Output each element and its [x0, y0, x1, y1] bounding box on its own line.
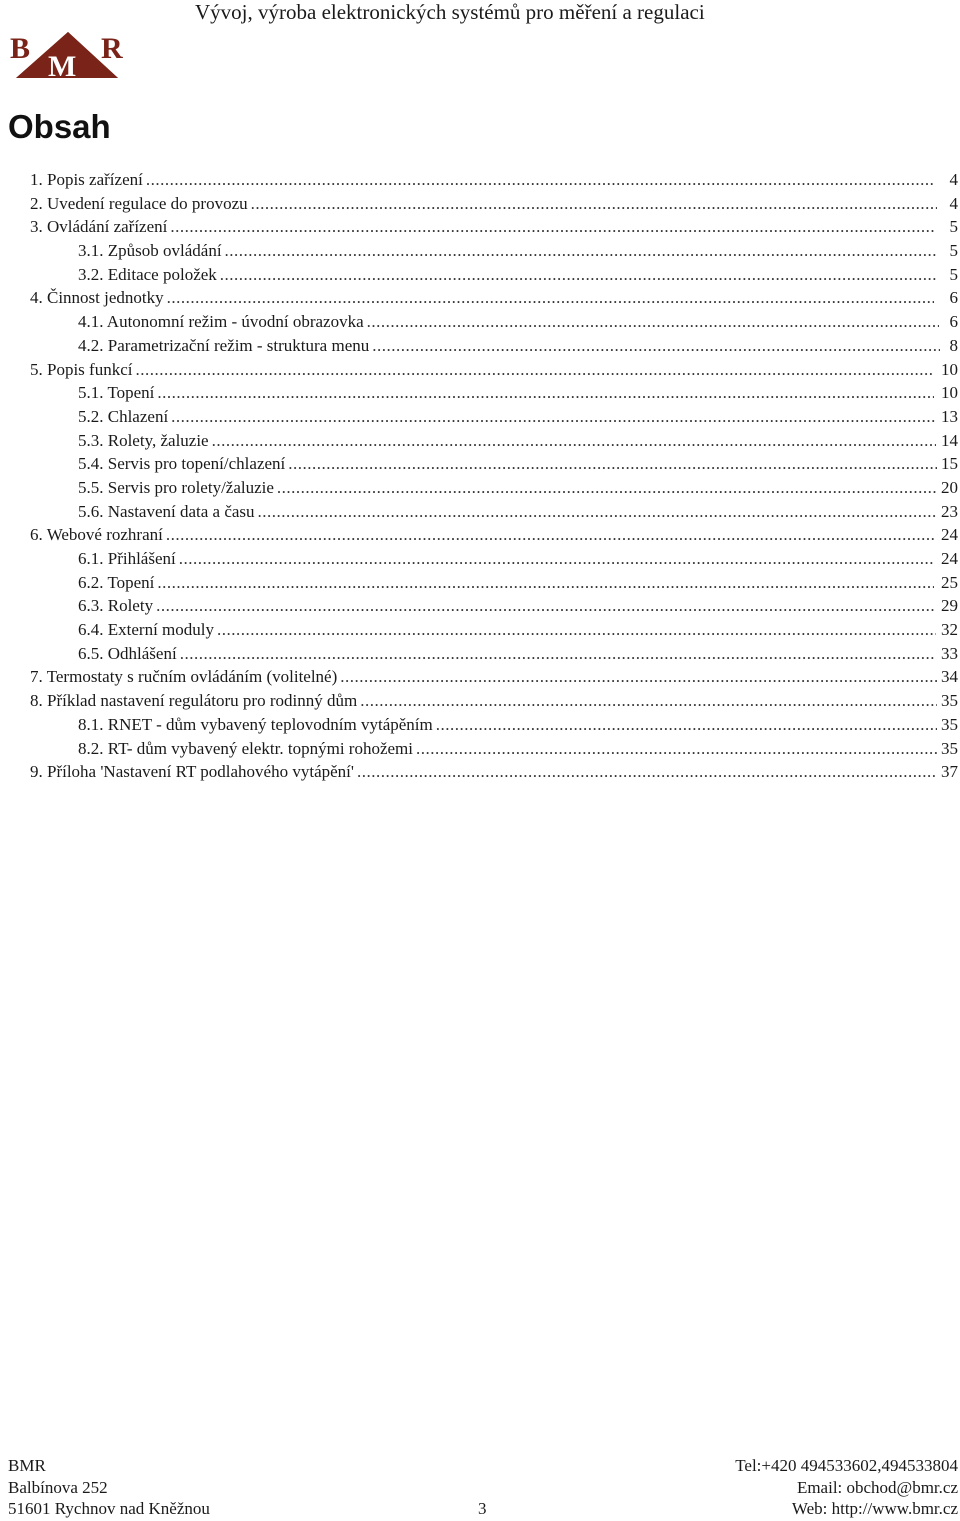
toc-entry-label: 5.4. Servis pro topení/chlazení: [78, 454, 286, 474]
toc-entry-page: 34: [941, 667, 958, 687]
toc-entry-page: 5: [949, 217, 958, 237]
toc-dot-leader: [170, 215, 934, 239]
toc-entry-label: 8.1. RNET - dům vybavený teplovodním vytápěním: [78, 714, 433, 734]
toc-entry-page: 10: [941, 383, 958, 403]
toc-entry-page: 37: [941, 762, 958, 782]
toc-entry-label: 4.2. Parametrizační režim - struktura menu: [78, 335, 370, 355]
toc-entry[interactable]: [30, 429, 958, 453]
footer-contact: [735, 1455, 958, 1520]
toc-entry[interactable]: [30, 358, 958, 382]
toc-entry[interactable]: [30, 405, 958, 429]
page-title: Obsah: [8, 108, 111, 145]
toc-entry-page: 35: [941, 714, 958, 734]
toc-dot-leader: [360, 689, 937, 713]
toc-dot-leader: [167, 286, 935, 310]
toc-entry[interactable]: [30, 381, 958, 405]
toc-entry-page: 6: [949, 312, 958, 332]
toc-entry-label: 6.5. Odhlášení: [78, 643, 177, 663]
toc-entry[interactable]: [30, 737, 958, 761]
toc-dot-leader: [171, 405, 934, 429]
toc-entry[interactable]: [30, 547, 958, 571]
toc-entry[interactable]: [30, 571, 958, 595]
toc-entry[interactable]: [30, 263, 958, 287]
toc-entry-label: 5.5. Servis pro rolety/žaluzie: [78, 477, 274, 497]
toc-entry[interactable]: [30, 760, 958, 784]
toc-entry[interactable]: [30, 642, 958, 666]
toc-dot-leader: [357, 760, 937, 784]
toc-entry-page: 5: [949, 264, 958, 284]
toc-entry[interactable]: [30, 192, 958, 216]
toc-entry-page: 15: [941, 454, 958, 474]
toc-entry-label: 4.1. Autonomní režim - úvodní obrazovka: [78, 312, 364, 332]
toc-entry-page: 25: [941, 572, 958, 592]
toc-entry-page: 23: [941, 501, 958, 521]
toc-entry-label: 3.2. Editace položek: [78, 264, 217, 284]
toc-entry-label: 7. Termostaty s ručním ovládáním (volitelné): [30, 667, 338, 687]
toc-entry[interactable]: [30, 665, 958, 689]
toc-entry[interactable]: [30, 168, 958, 192]
toc-dot-leader: [220, 263, 936, 287]
toc-entry-page: 14: [941, 430, 958, 450]
toc-entry-page: 35: [941, 691, 958, 711]
toc-entry-page: 6: [949, 288, 958, 308]
toc-entry-label: 5.1. Topení: [78, 383, 155, 403]
toc-dot-leader: [157, 571, 934, 595]
toc-entry[interactable]: [30, 500, 958, 524]
toc-entry-page: 24: [941, 549, 958, 568]
toc-entry-label: 8.2. RT- dům vybavený elektr. topnými rohožemi: [78, 738, 413, 758]
toc-entry-label: 5.2. Chlazení: [78, 406, 169, 426]
toc-dot-leader: [156, 594, 934, 618]
toc-entry[interactable]: [30, 594, 958, 618]
footer-email[interactable]: Email: obchod@bmr.cz: [796, 1477, 958, 1497]
toc-dot-leader: [212, 429, 936, 453]
toc-entry[interactable]: [30, 239, 958, 263]
toc-entry[interactable]: [30, 334, 958, 358]
toc-entry-label: 8. Příklad nastavení regulátoru pro rodinný dům: [30, 691, 358, 711]
toc-entry-label: 9. Příloha 'Nastavení RT podlahového vytápění': [30, 762, 354, 782]
table-of-contents: [30, 168, 958, 784]
toc-entry-page: 13: [941, 406, 958, 426]
svg-text:M: M: [48, 50, 77, 82]
toc-entry-page: 4: [949, 170, 958, 189]
toc-entry-label: 6.2. Topení: [78, 572, 155, 592]
toc-entry-page: 24: [941, 525, 958, 545]
toc-entry-page: 33: [941, 643, 958, 663]
toc-dot-leader: [146, 168, 934, 192]
toc-entry-label: 4. Činnost jednotky: [30, 288, 164, 308]
toc-entry[interactable]: [30, 215, 958, 239]
toc-dot-leader: [367, 310, 940, 334]
toc-entry[interactable]: [30, 310, 958, 334]
toc-dot-leader: [277, 476, 937, 500]
svg-text:B: B: [10, 32, 31, 65]
toc-entry-label: 3.1. Způsob ovládání: [78, 241, 222, 261]
footer-web[interactable]: Web: http://www.bmr.cz: [791, 1499, 958, 1518]
toc-entry[interactable]: [30, 618, 958, 642]
toc-dot-leader: [372, 334, 939, 358]
toc-entry-page: 32: [941, 620, 958, 640]
toc-entry-page: 4: [949, 193, 958, 213]
toc-dot-leader: [217, 618, 936, 642]
toc-dot-leader: [180, 642, 935, 666]
footer-page-number: 3: [478, 1499, 487, 1518]
toc-entry-page: 5: [949, 241, 958, 261]
toc-entry-label: 6.3. Rolety: [78, 596, 154, 616]
toc-entry-label: 5. Popis funkcí: [30, 359, 133, 379]
toc-entry-page: 20: [941, 477, 958, 497]
toc-dot-leader: [288, 452, 937, 476]
company-logo: [8, 28, 126, 82]
toc-entry[interactable]: [30, 689, 958, 713]
footer-tel: Tel:+420 494533602,494533804: [735, 1456, 958, 1475]
toc-entry-label: 5.3. Rolety, žaluzie: [78, 430, 209, 450]
toc-dot-leader: [179, 547, 935, 571]
footer-street: Balbínova 252: [8, 1477, 108, 1497]
toc-entry-page: 29: [941, 596, 958, 616]
toc-entry[interactable]: [30, 523, 958, 547]
toc-entry-label: 2. Uvedení regulace do provozu: [30, 193, 248, 213]
toc-dot-leader: [258, 500, 937, 524]
toc-dot-leader: [157, 381, 934, 405]
toc-entry-label: 6.1. Přihlášení: [78, 549, 176, 568]
page-footer: [8, 1455, 958, 1521]
toc-entry[interactable]: [30, 713, 958, 737]
toc-entry-label: 3. Ovládání zařízení: [30, 217, 168, 237]
toc-entry-page: 10: [941, 359, 958, 379]
toc-entry-label: 6.4. Externí moduly: [78, 620, 214, 640]
footer-address: [8, 1455, 210, 1520]
footer-city: 51601 Rychnov nad Kněžnou: [8, 1499, 210, 1518]
toc-entry[interactable]: [30, 286, 958, 310]
toc-dot-leader: [436, 713, 937, 737]
toc-entry-page: 35: [941, 738, 958, 758]
toc-dot-leader: [340, 665, 937, 689]
toc-dot-leader: [166, 523, 935, 547]
toc-entry-label: 5.6. Nastavení data a času: [78, 501, 255, 521]
toc-dot-leader: [225, 239, 936, 263]
toc-dot-leader: [251, 192, 937, 216]
footer-company: BMR: [8, 1456, 46, 1475]
toc-entry[interactable]: [30, 452, 958, 476]
toc-entry-label: 6. Webové rozhraní: [30, 525, 163, 545]
svg-text:R: R: [101, 32, 123, 65]
toc-entry-page: 8: [949, 335, 958, 355]
toc-entry[interactable]: [30, 476, 958, 500]
toc-dot-leader: [135, 358, 933, 382]
toc-dot-leader: [416, 737, 937, 761]
toc-entry-label: 1. Popis zařízení: [30, 170, 143, 189]
header-title: Vývoj, výroba elektronických systémů pro měření a regulaci: [195, 0, 705, 24]
